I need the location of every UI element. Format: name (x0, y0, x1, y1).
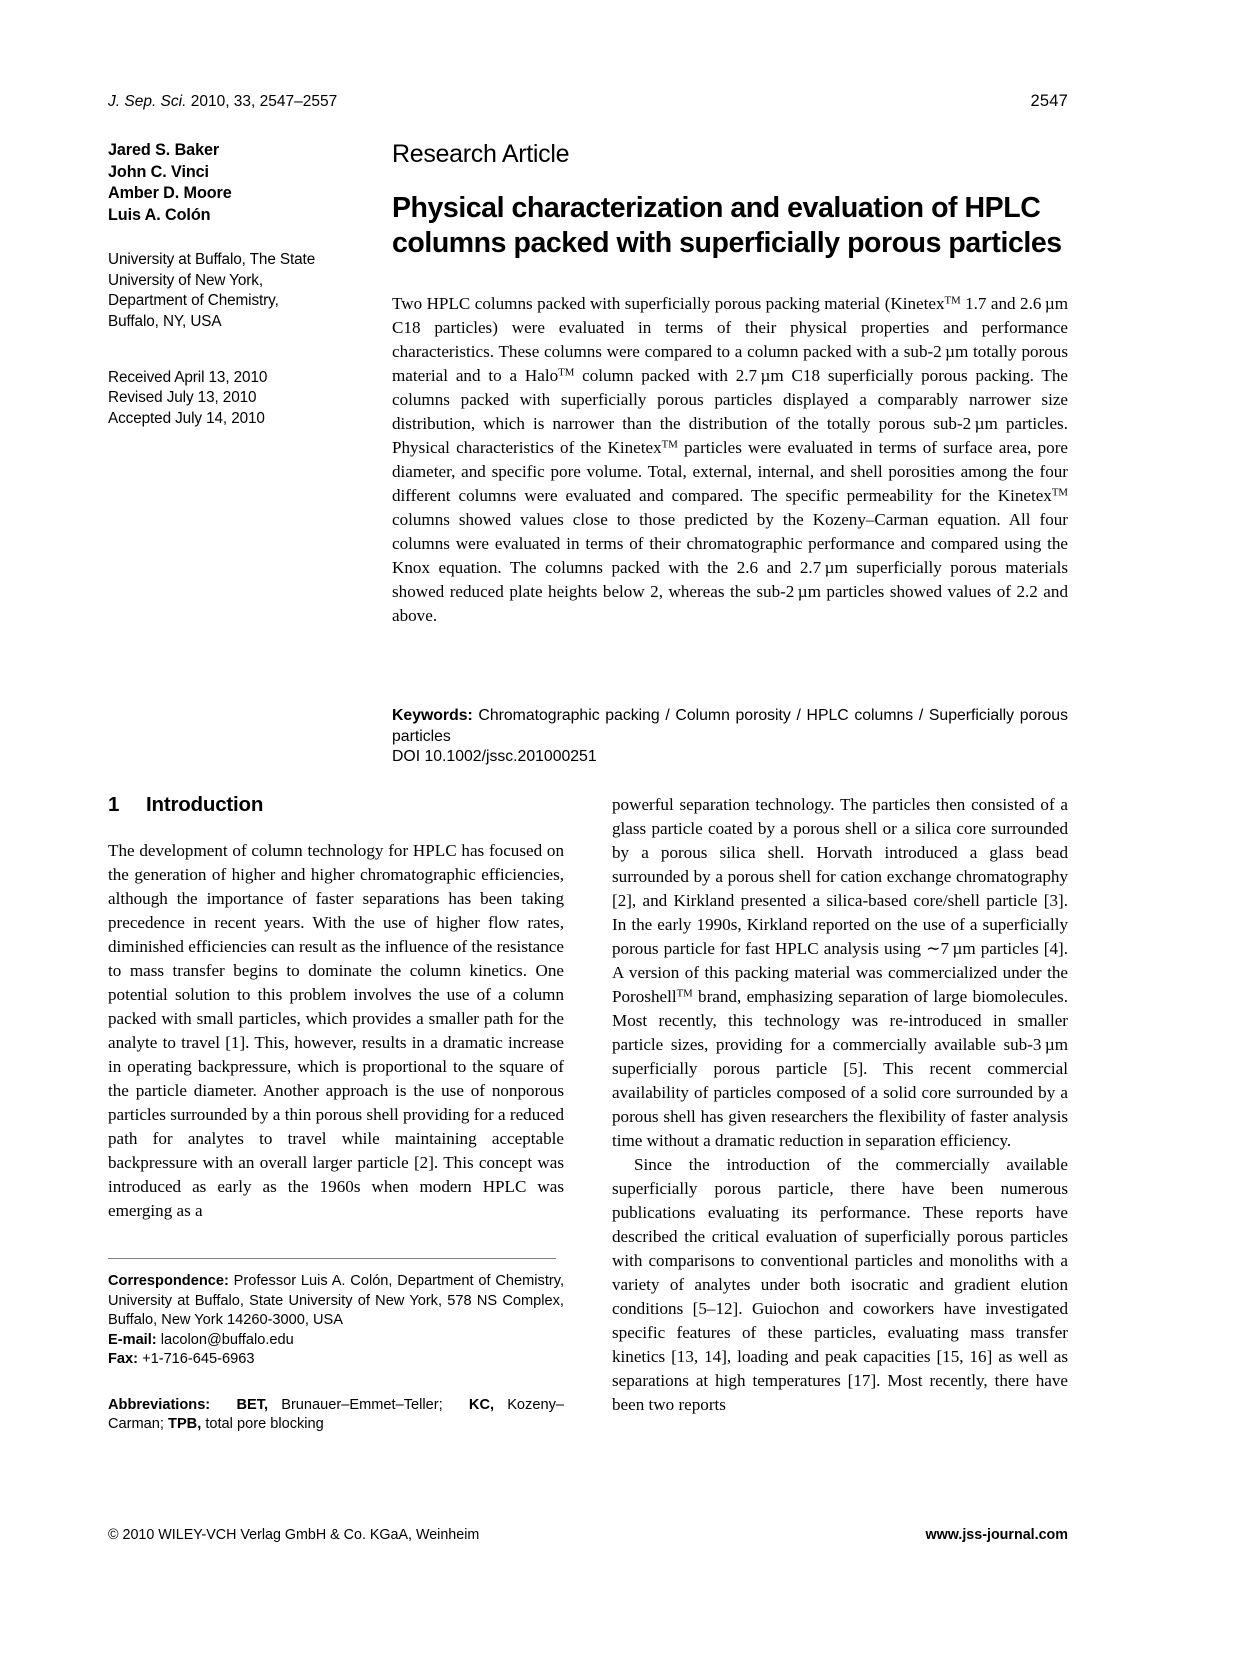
abbreviation-kc-text: Kozeny–Carman; (108, 1396, 564, 1433)
trademark-mark: TM (661, 438, 678, 451)
affiliation (108, 250, 373, 333)
email-label: E-mail: (108, 1331, 157, 1348)
page-footer (108, 1527, 1068, 1543)
email-value[interactable]: lacolon@buffalo.edu (156, 1331, 294, 1348)
running-head-citation (108, 93, 337, 111)
keywords-text: Chromatographic packing / Column porosity / HPLC columns / Superficially porous particles (392, 707, 1068, 745)
date-received: Received April 13, 2010 (108, 368, 268, 386)
abbreviation-bet: BET, (236, 1396, 269, 1413)
affiliation-line: Department of Chemistry, (108, 292, 279, 310)
author-name: Amber D. Moore (108, 184, 232, 203)
body-column-right (612, 793, 1068, 1417)
abbreviation-tpb-text: total pore blocking (201, 1416, 324, 1433)
paragraph (612, 793, 1068, 1153)
abbreviation-kc: KC, (468, 1396, 495, 1413)
abstract (392, 292, 1068, 628)
article-head-column (392, 140, 1068, 628)
abstract-part: particles were evaluated in terms of surface area, pore diameter, and specific pore volume. Total, external, internal, and shell porosities among the four different columns were evaluated and compared. The specific permeability for the Kinetex (392, 437, 1068, 505)
keywords-block (392, 706, 1068, 768)
author-meta-column (108, 140, 373, 430)
fax-value: +1-716-645-6963 (138, 1351, 255, 1368)
body-column-left (108, 793, 564, 1223)
footnote-block (108, 1258, 564, 1435)
copyright-notice: © 2010 WILEY-VCH Verlag GmbH & Co. KGaA, Weinheim (108, 1527, 480, 1543)
page-number: 2547 (1030, 92, 1068, 110)
correspondence-label: Correspondence: (108, 1273, 229, 1289)
abbreviation-tpb: TPB, (168, 1416, 202, 1433)
date-revised: Revised July 13, 2010 (108, 389, 257, 407)
article-dates (108, 368, 373, 430)
affiliation-line: Buffalo, NY, USA (108, 313, 222, 331)
journal-title: J. Sep. Sci. (108, 93, 187, 110)
abstract-part: columns showed values close to those predicted by the Kozeny–Carman equation. All four columns were evaluated in terms of their chromatographic performance and compared using the Knox equation. The columns packed with the 2.6 and 2.7 µm superficially porous materials showed reduced plate heights below 2, whereas the sub-2 µm particles showed values of 2.2 and above. (392, 509, 1068, 625)
running-head (108, 92, 1068, 111)
author-list (108, 140, 373, 226)
author-name: Jared S. Baker (108, 141, 220, 159)
footnote-divider (108, 1258, 556, 1259)
author-name: Luis A. Colón (108, 205, 211, 224)
keywords-line (392, 706, 1068, 747)
date-accepted: Accepted July 14, 2010 (108, 410, 265, 428)
journal-citation: 2010, 33, 2547–2557 (186, 93, 338, 110)
correspondence-text: Professor Luis A. Colón, Department of Chemistry, University at Buffalo, State University of New York, 578 NS Complex, Buffalo, New York 14260-3000, USA (108, 1273, 564, 1329)
trademark-mark: TM (944, 294, 961, 307)
affiliation-line: University at Buffalo, The State (108, 251, 316, 269)
section-number: 1 (108, 793, 120, 816)
trademark-mark: TM (1051, 486, 1068, 499)
keywords-label: Keywords: (392, 707, 473, 724)
fax-label: Fax: (108, 1351, 139, 1368)
abstract-part: column packed with 2.7 µm C18 superficially porous packing. The columns packed with superficially porous particles displayed a comparably narrower size distribution, which is narrower than the distribution of the totally porous sub-2 µm particles. Physical characteristics of the Kinetex (392, 365, 1068, 457)
doi[interactable]: DOI 10.1002/jssc.201000251 (392, 748, 597, 766)
trademark-mark: TM (558, 366, 575, 379)
email-line (108, 1331, 564, 1351)
abstract-part: Two HPLC columns packed with superficially porous packing material (Kinetex (392, 293, 945, 313)
paragraph: The development of column technology for HPLC has focused on the generation of higher and higher chromatographic efficiencies, although the importance of faster separations has been taking precedence in recent years. With the use of higher flow rates, diminished efficiencies can result as the influence of the resistance to mass transfer begins to dominate the column kinetics. One potential solution to this problem involves the use of a column packed with small particles, which provides a smaller path for the analyte to travel [1]. This, however, results in a dramatic increase in operating backpressure, which is proportional to the square of the particle diameter. Another approach is the use of nonporous particles surrounded by a thin porous shell providing for a reduced path for analytes to travel while maintaining acceptable backpressure with an overall larger particle [2]. This concept was introduced as early as the 1960s when modern HPLC was emerging as a (108, 841, 564, 1221)
affiliation-line: University of New York, (108, 271, 263, 289)
correspondence (108, 1272, 564, 1331)
abstract-part: 1.7 and 2.6 µm C18 particles) were evaluated in terms of their physical properties and performance characteristics. These columns were compared to a column packed with a sub-2 µm totally porous material and to a Halo (392, 293, 1068, 385)
paragraph-part: powerful separation technology. The particles then consisted of a glass particle coated by a porous shell or a silica core surrounded by a porous silica shell. Horvath introduced a glass bead surrounded by a porous shell for cation exchange chromatography [2], and Kirkland presented a silica-based core/shell particle [3]. In the early 1990s, Kirkland reported on the use of a superficially porous particle for fast HPLC analysis using ∼7 µm particles [4]. A version of this packing material was commercialized under the Poroshell (612, 795, 1068, 1007)
section-title: Introduction (146, 793, 264, 816)
fax-line (108, 1350, 564, 1370)
abbreviation-bet-text: Brunauer–Emmet–Teller; (268, 1396, 443, 1413)
section-heading-introduction (108, 793, 564, 817)
paragraph-part: brand, emphasizing separation of large biomolecules. Most recently, this technology was re-introduced in smaller particle sizes, providing for a commercially available sub-3 µm superficially porous particle [5]. This recent commercial availability of particles composed of a solid core surrounded by a porous shell has given researchers the flexibility of faster analysis time without a dramatic reduction in separation efficiency. (612, 987, 1068, 1151)
trademark-mark: TM (676, 987, 693, 1000)
abbreviations-label: Abbreviations: (108, 1396, 211, 1413)
author-name: John C. Vinci (108, 162, 209, 181)
abbreviations (108, 1396, 564, 1435)
article-title: Physical characterization and evaluation of HPLC columns packed with superficially porous particles (392, 192, 1062, 260)
journal-website[interactable]: www.jss-journal.com (925, 1527, 1068, 1543)
paragraph: Since the introduction of the commercially available superficially porous particle, there have been numerous publications evaluating its performance. These reports have described the critical evaluation of superficially porous particles with comparisons to conventional particles and monoliths with a variety of analytes under both isocratic and gradient elution conditions [5–12]. Guiochon and coworkers have investigated specific features of these particles, evaluating mass transfer kinetics [13, 14], loading and peak capacities [15, 16] as well as separations at high temperatures [17]. Most recently, there have been two reports (612, 1155, 1068, 1415)
article-kind: Research Article (392, 140, 570, 168)
